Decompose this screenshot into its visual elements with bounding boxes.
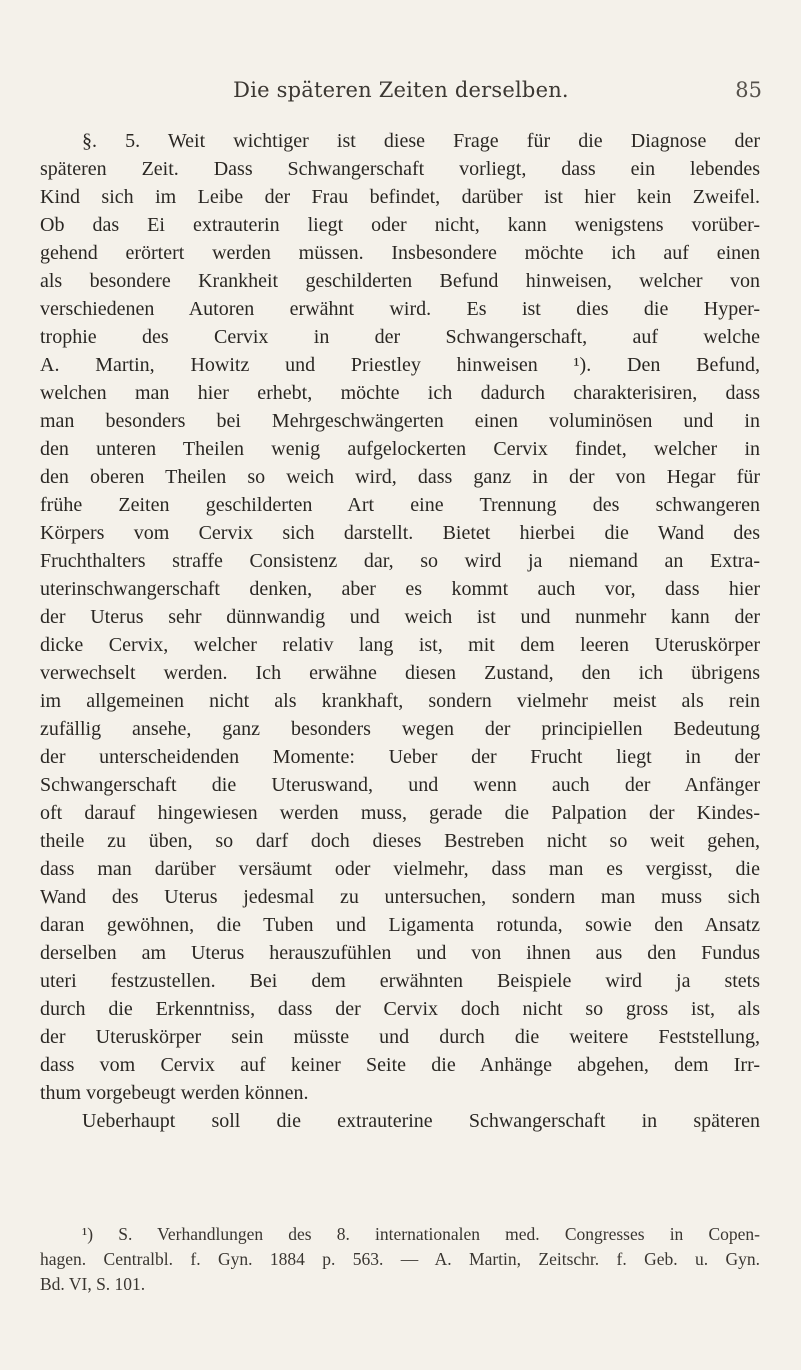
- running-title: Die späteren Zeiten derselben.: [233, 78, 569, 102]
- text-line: zufällig ansehe, ganz besonders wegen der principiellen Bedeutung: [40, 718, 760, 740]
- text-line: oft darauf hingewiesen werden muss, gerade die Palpation der Kindes-: [40, 802, 760, 824]
- text-line: theile zu üben, so darf doch dieses Bestreben nicht so weit gehen,: [40, 830, 760, 852]
- text-line: den unteren Theilen wenig aufgelockerten Cervix findet, welcher in: [40, 438, 760, 460]
- footnote-line: Bd. VI, S. 101.: [40, 1274, 146, 1294]
- text-line: Ueberhaupt soll die extrauterine Schwangerschaft in späteren: [82, 1110, 760, 1132]
- text-line: Ob das Ei extrauterin liegt oder nicht, kann wenigstens vorüber-: [40, 214, 760, 236]
- text-line: der Uteruskörper sein müsste und durch die weitere Feststellung,: [40, 1026, 760, 1048]
- text-line: im allgemeinen nicht als krankhaft, sondern vielmehr meist als rein: [40, 690, 760, 712]
- page-number: 85: [735, 78, 762, 102]
- text-line: uteri festzustellen. Bei dem erwähnten Beispiele wird ja stets: [40, 970, 760, 992]
- text-line: verwechselt werden. Ich erwähne diesen Zustand, den ich übrigens: [40, 662, 760, 684]
- text-line: §. 5. Weit wichtiger ist diese Frage für die Diagnose der: [82, 130, 760, 152]
- text-line: dass man darüber versäumt oder vielmehr, dass man es vergisst, die: [40, 858, 760, 880]
- text-line: Körpers vom Cervix sich darstellt. Bietet hierbei die Wand des: [40, 522, 760, 544]
- text-line: uterinschwangerschaft denken, aber es kommt auch vor, dass hier: [40, 578, 760, 600]
- text-line: gehend erörtert werden müssen. Insbesondere möchte ich auf einen: [40, 242, 760, 264]
- text-line: welchen man hier erhebt, möchte ich dadurch charakterisiren, dass: [40, 382, 760, 404]
- text-line: daran gewöhnen, die Tuben und Ligamenta rotunda, sowie den Ansatz: [40, 914, 760, 936]
- running-head: [40, 78, 762, 110]
- text-line: Fruchthalters straffe Consistenz dar, so wird ja niemand an Extra-: [40, 550, 760, 572]
- body-text: [40, 127, 760, 1135]
- text-line: Kind sich im Leibe der Frau befindet, darüber ist hier kein Zweifel.: [40, 186, 760, 208]
- text-line: A. Martin, Howitz und Priestley hinweisen ¹). Den Befund,: [40, 354, 760, 376]
- text-line: den oberen Theilen so weich wird, dass ganz in der von Hegar für: [40, 466, 760, 488]
- footnote-line: ¹) S. Verhandlungen des 8. internationalen med. Congresses in Copen-: [82, 1224, 760, 1244]
- text-line: thum vorgebeugt werden können.: [40, 1082, 309, 1104]
- text-line: der unterscheidenden Momente: Ueber der Frucht liegt in der: [40, 746, 760, 768]
- footnote-line: hagen. Centralbl. f. Gyn. 1884 p. 563. — A. Martin, Zeitschr. f. Geb. u. Gyn.: [40, 1249, 760, 1269]
- text-line: trophie des Cervix in der Schwangerschaft, auf welche: [40, 326, 760, 348]
- text-line: dicke Cervix, welcher relativ lang ist, mit dem leeren Uteruskörper: [40, 634, 760, 656]
- text-line: späteren Zeit. Dass Schwangerschaft vorliegt, dass ein lebendes: [40, 158, 760, 180]
- text-line: der Uterus sehr dünnwandig und weich ist und nunmehr kann der: [40, 606, 760, 628]
- text-line: derselben am Uterus herauszufühlen und von ihnen aus den Fundus: [40, 942, 760, 964]
- text-line: dass vom Cervix auf keiner Seite die Anhänge abgehen, dem Irr-: [40, 1054, 760, 1076]
- text-line: als besondere Krankheit geschilderten Befund hinweisen, welcher von: [40, 270, 760, 292]
- text-line: man besonders bei Mehrgeschwängerten einen voluminösen und in: [40, 410, 760, 432]
- text-line: durch die Erkenntniss, dass der Cervix doch nicht so gross ist, als: [40, 998, 760, 1020]
- footnotes: [40, 1222, 760, 1297]
- text-line: verschiedenen Autoren erwähnt wird. Es ist dies die Hyper-: [40, 298, 760, 320]
- text-line: frühe Zeiten geschilderten Art eine Trennung des schwangeren: [40, 494, 760, 516]
- text-line: Schwangerschaft die Uteruswand, und wenn auch der Anfänger: [40, 774, 760, 796]
- text-line: Wand des Uterus jedesmal zu untersuchen, sondern man muss sich: [40, 886, 760, 908]
